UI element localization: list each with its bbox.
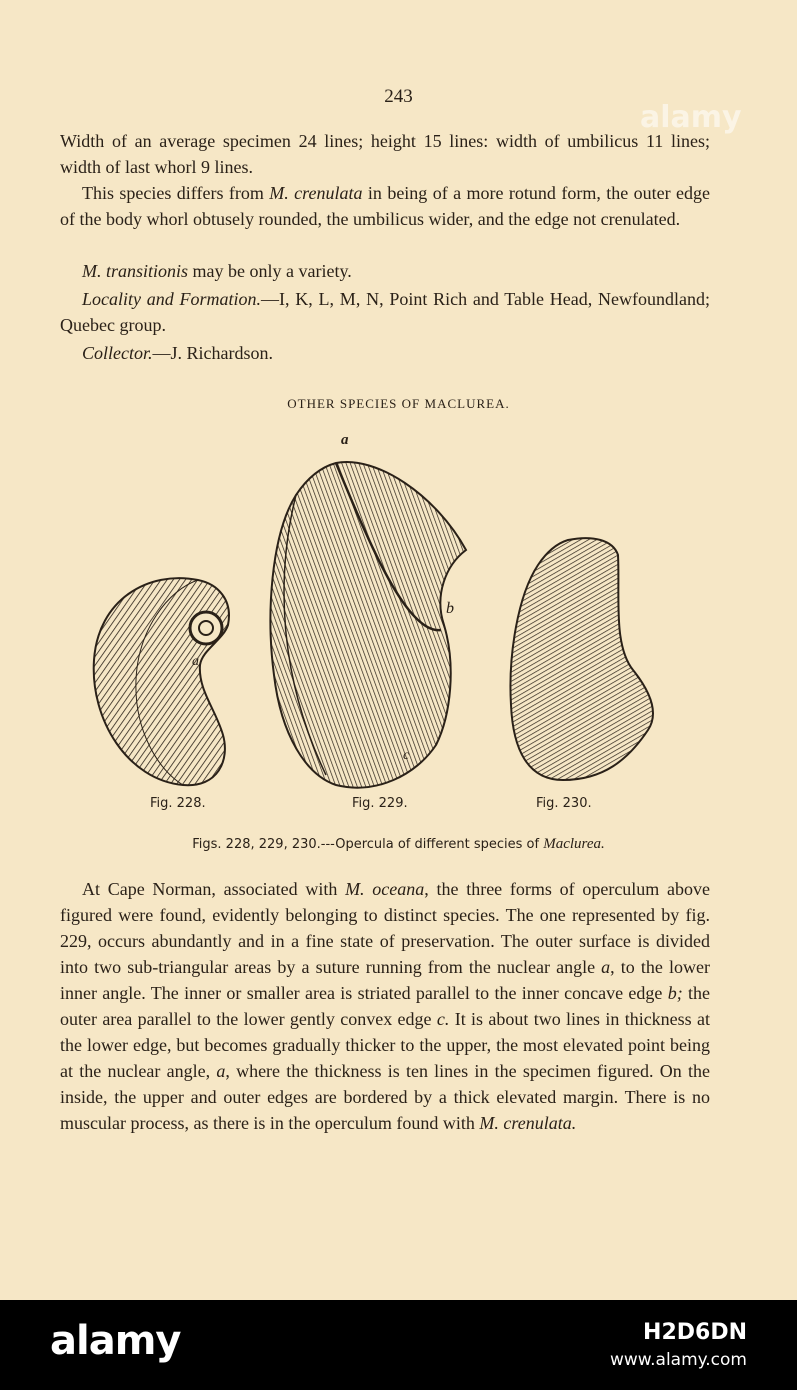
paragraph-locality: Locality and Formation.—I, K, L, M, N, Point Rich and Table Head, Newfoundland; Quebec group. <box>60 289 710 335</box>
figure-229-letter-c: c <box>403 748 410 763</box>
alamy-logo[interactable]: alamy <box>50 1318 181 1364</box>
watermark-logo: alamy <box>640 100 742 135</box>
stock-image-id: H2D6DN <box>643 1320 747 1345</box>
paragraph-dimensions: Width of an average specimen 24 lines; height 15 lines: width of umbilicus 11 lines; width of last whorl 9 lines. <box>60 131 710 177</box>
figure-229-illustration <box>266 455 472 795</box>
figure-228-letter-a: a <box>192 654 199 669</box>
paragraph-collector: Collector.—J. Richardson. <box>82 343 273 363</box>
figure-230-illustration <box>508 535 658 785</box>
figure-229-letter-b: b <box>446 600 454 617</box>
figure-228-illustration <box>88 570 238 792</box>
paragraph-comparison: This species differs from M. crenulata in being of a more rotund form, the outer edge of the body whorl obtusely rounded, the umbilicus wider, and the edge not crenulated. <box>60 183 711 229</box>
figure-229-letter-a: a <box>341 432 349 448</box>
paragraph-variety: M. transitionis may be only a variety. <box>82 261 352 281</box>
figure-caption: Figs. 228, 229, 230.---Opercula of different species of Maclurea. <box>192 836 605 852</box>
figure-230-label: Fig. 230. <box>536 796 592 811</box>
paragraph-cape-norman: At Cape Norman, associated with M. oceana, the three forms of operculum above figured were found, evidently belonging to distinct species. The one represented by fig. 229, occurs abundantly and in a fine state of preservation. The outer surface is divided into two sub-triangular areas by a suture running from the nuclear angle a, to the lower inner angle. The inner or smaller area is striated parallel to the inner concave edge b; the outer area parallel to the lower gently convex edge c. It is about two lines in thickness at the lower edge, but becomes gradually thicker to the upper, the most elevated point being at the nuclear angle, a, where the thickness is ten lines in the specimen figured. On the inside, the upper and outer edges are bordered by a thick elevated margin. There is no muscular process, as there is in the operculum found with M. crenulata. <box>60 879 711 1133</box>
section-heading: OTHER SPECIES OF MACLUREA. <box>287 396 510 411</box>
figure-229-label: Fig. 229. <box>352 796 408 811</box>
figure-228-label: Fig. 228. <box>150 796 206 811</box>
stock-url-link[interactable]: www.alamy.com <box>609 1350 747 1370</box>
page-number: 243 <box>384 86 413 107</box>
